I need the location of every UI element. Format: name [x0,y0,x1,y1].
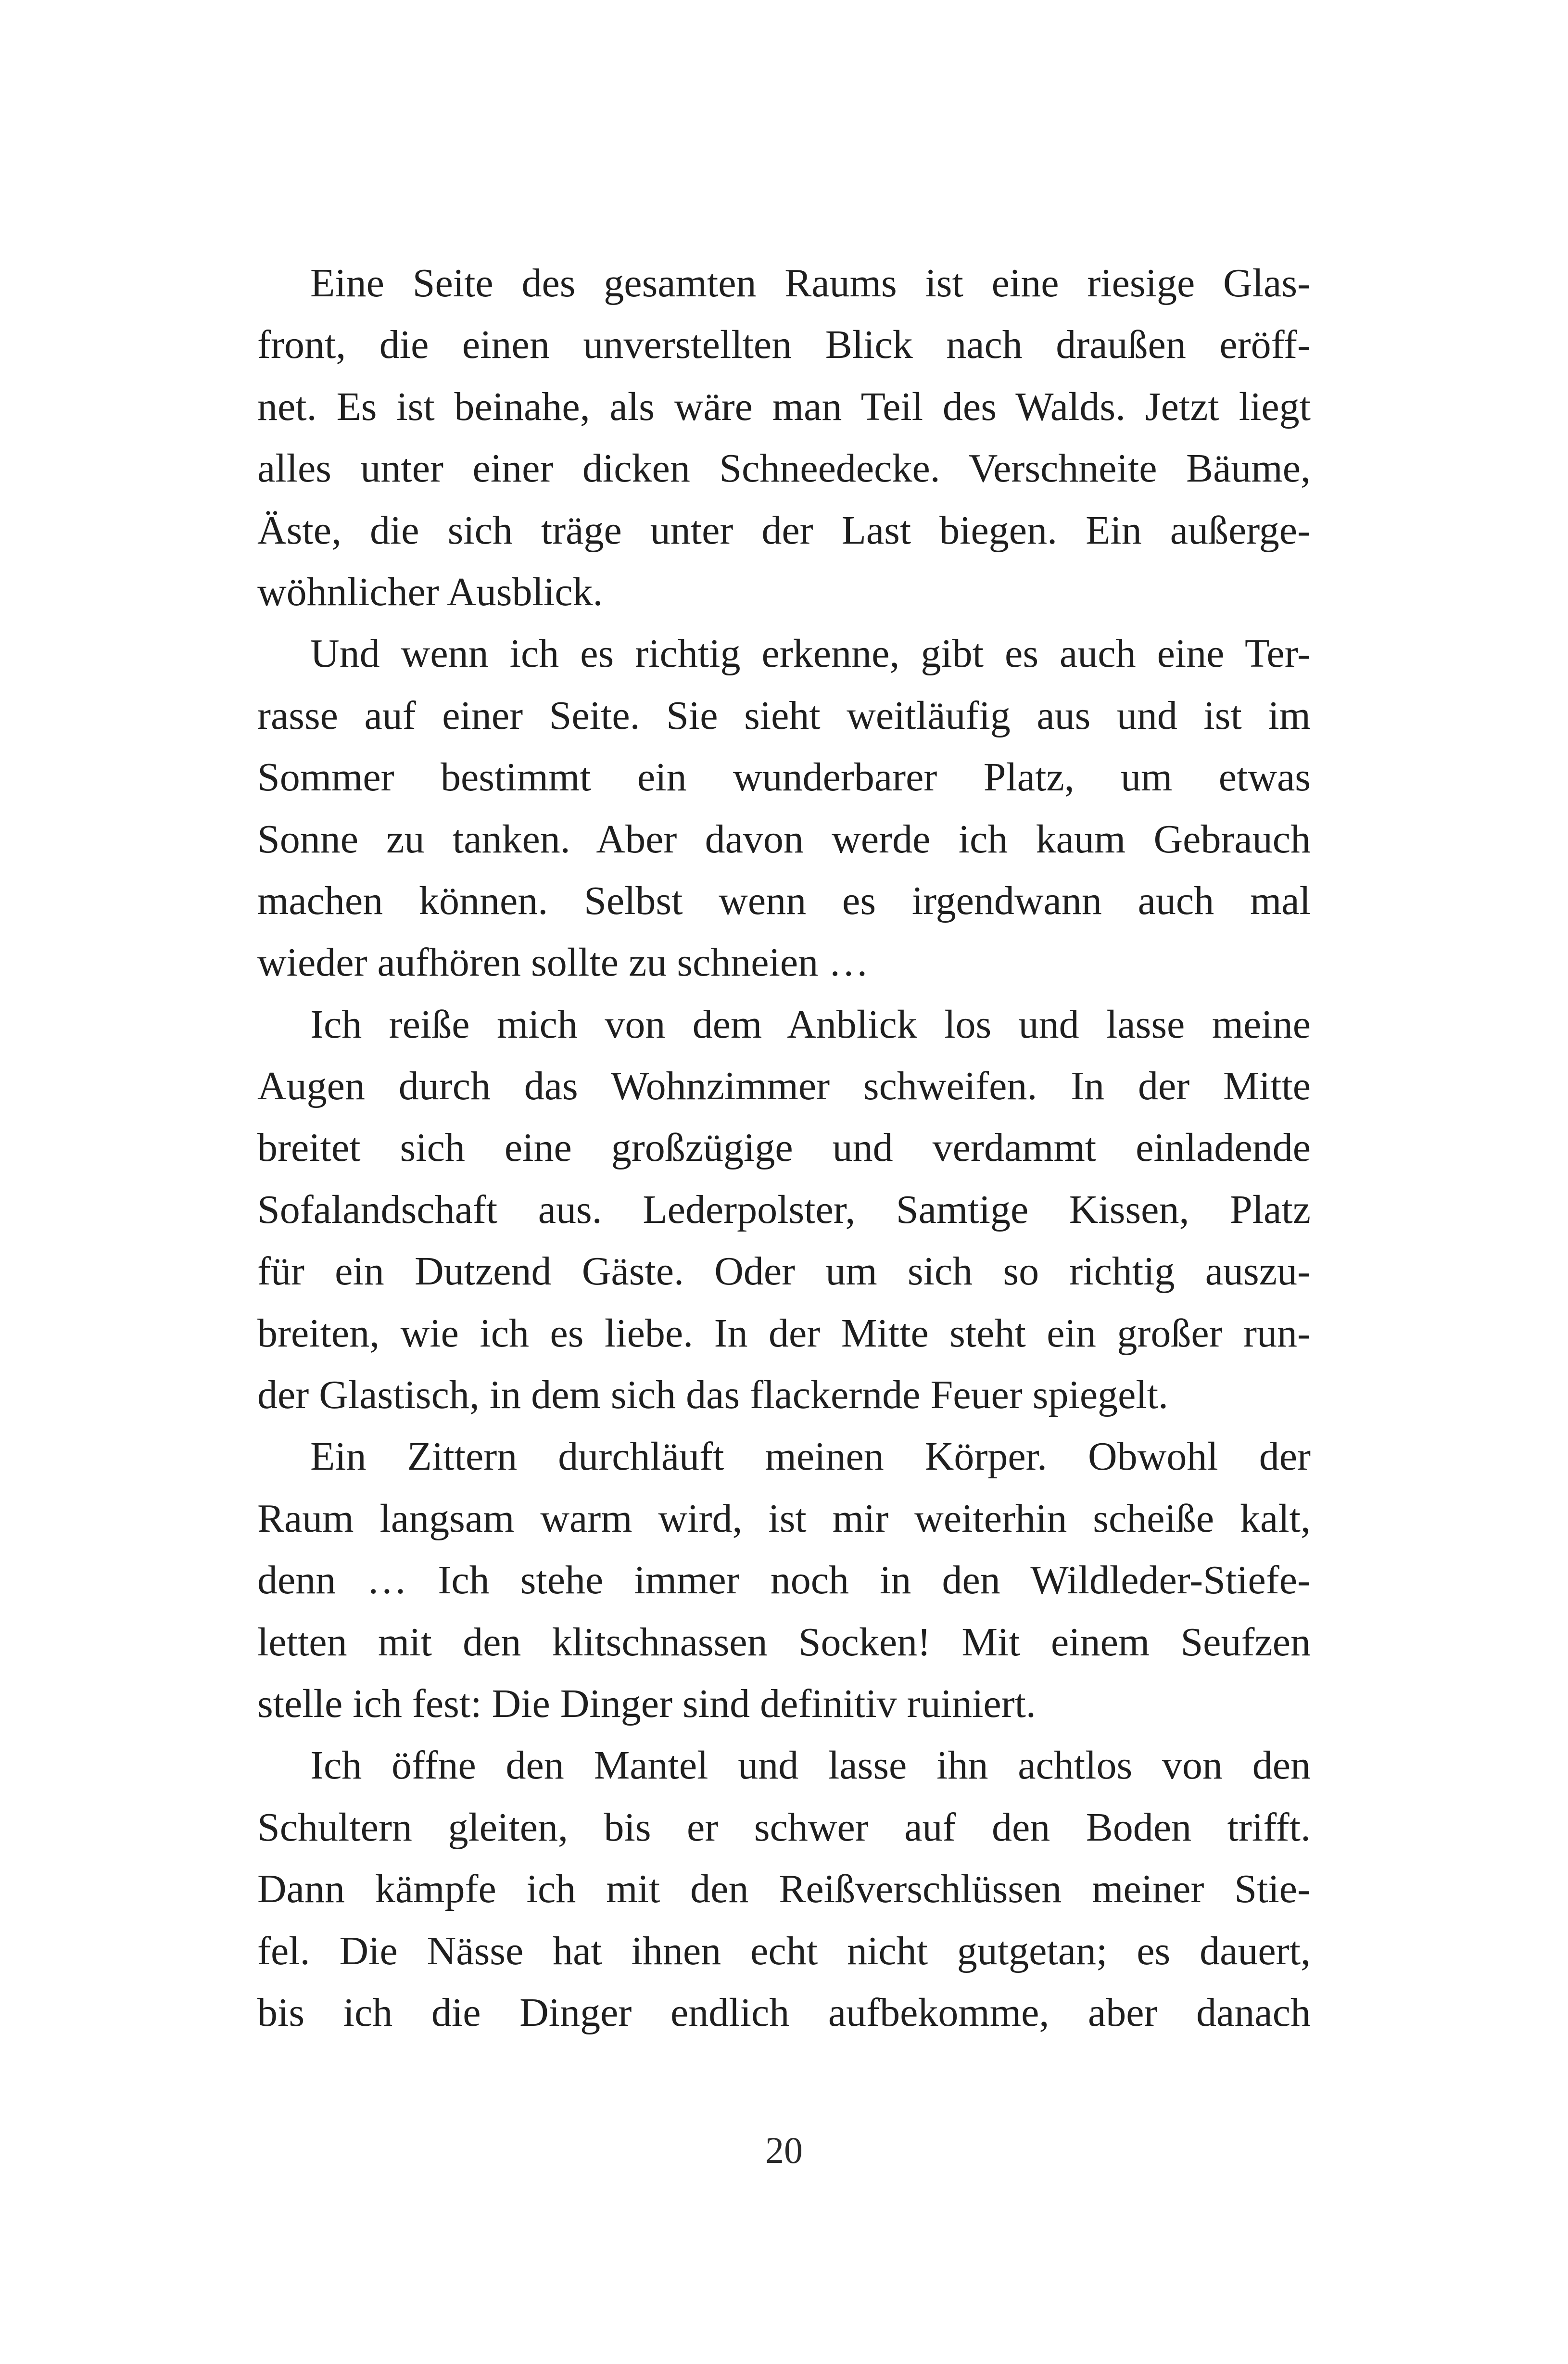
text-line: Sofalandschaft aus. Lederpolster, Samtige Kissen, Platz [257,1187,1311,1232]
text-line: fel. Die Nässe hat ihnen echt nicht gutgetan; es dauert, [257,1928,1311,1973]
text-line: Sommer bestimmt ein wunderbarer Platz, um etwas [257,755,1311,800]
text-line: der Glastisch, in dem sich das flackernde Feuer spiegelt. [257,1373,1169,1418]
text-line: denn … Ich stehe immer noch in den Wildleder-Stiefe- [257,1558,1311,1603]
text-line: breitet sich eine großzügige und verdammt einladende [257,1125,1311,1170]
text-line: Sonne zu tanken. Aber davon werde ich kaum Gebrauch [257,816,1311,862]
paragraph [257,994,1311,1426]
text-line: breiten, wie ich es liebe. In der Mitte steht ein großer run- [257,1310,1311,1356]
text-line: alles unter einer dicken Schneedecke. Verschneite Bäume, [257,446,1311,491]
text-line: front, die einen unverstellten Blick nach draußen eröff- [257,322,1311,368]
paragraph [257,1426,1311,1735]
text-line: letten mit den klitschnassen Socken! Mit einem Seufzen [257,1619,1311,1665]
page-number: 20 [765,2129,803,2171]
paragraph [257,1735,1311,2044]
paragraph [257,253,1311,623]
text-line: net. Es ist beinahe, als wäre man Teil des Walds. Jetzt liegt [257,384,1311,429]
text-line: Ich reiße mich von dem Anblick los und lasse meine [310,1002,1311,1047]
body-text [257,253,1311,2044]
text-line: Dann kämpfe ich mit den Reißverschlüssen meiner Stie- [257,1867,1311,1912]
text-line: Raum langsam warm wird, ist mir weiterhin scheiße kalt, [257,1496,1311,1541]
text-line: Augen durch das Wohnzimmer schweifen. In der Mitte [257,1064,1311,1109]
text-line: stelle ich fest: Die Dinger sind definitiv ruiniert. [257,1681,1036,1726]
text-line: für ein Dutzend Gäste. Oder um sich so richtig auszu- [257,1249,1311,1294]
text-line: wieder aufhören sollte zu schneien … [257,940,869,985]
text-line: Ein Zittern durchläuft meinen Körper. Obwohl der [310,1434,1311,1479]
text-line: Ich öffne den Mantel und lasse ihn achtlos von den [310,1743,1311,1788]
text-line: rasse auf einer Seite. Sie sieht weitläufig aus und ist im [257,693,1311,738]
text-line: wöhnlicher Ausblick. [257,569,603,614]
text-line: bis ich die Dinger endlich aufbekomme, aber danach [257,1990,1311,2035]
text-line: Und wenn ich es richtig erkenne, gibt es auch eine Ter- [310,631,1311,676]
text-line: Schultern gleiten, bis er schwer auf den Boden trifft. [257,1805,1311,1850]
text-line: machen können. Selbst wenn es irgendwann auch mal [257,878,1311,923]
paragraph [257,623,1311,993]
text-line: Äste, die sich träge unter der Last biegen. Ein außerge- [257,508,1311,553]
text-line: Eine Seite des gesamten Raums ist eine riesige Glas- [310,261,1311,305]
